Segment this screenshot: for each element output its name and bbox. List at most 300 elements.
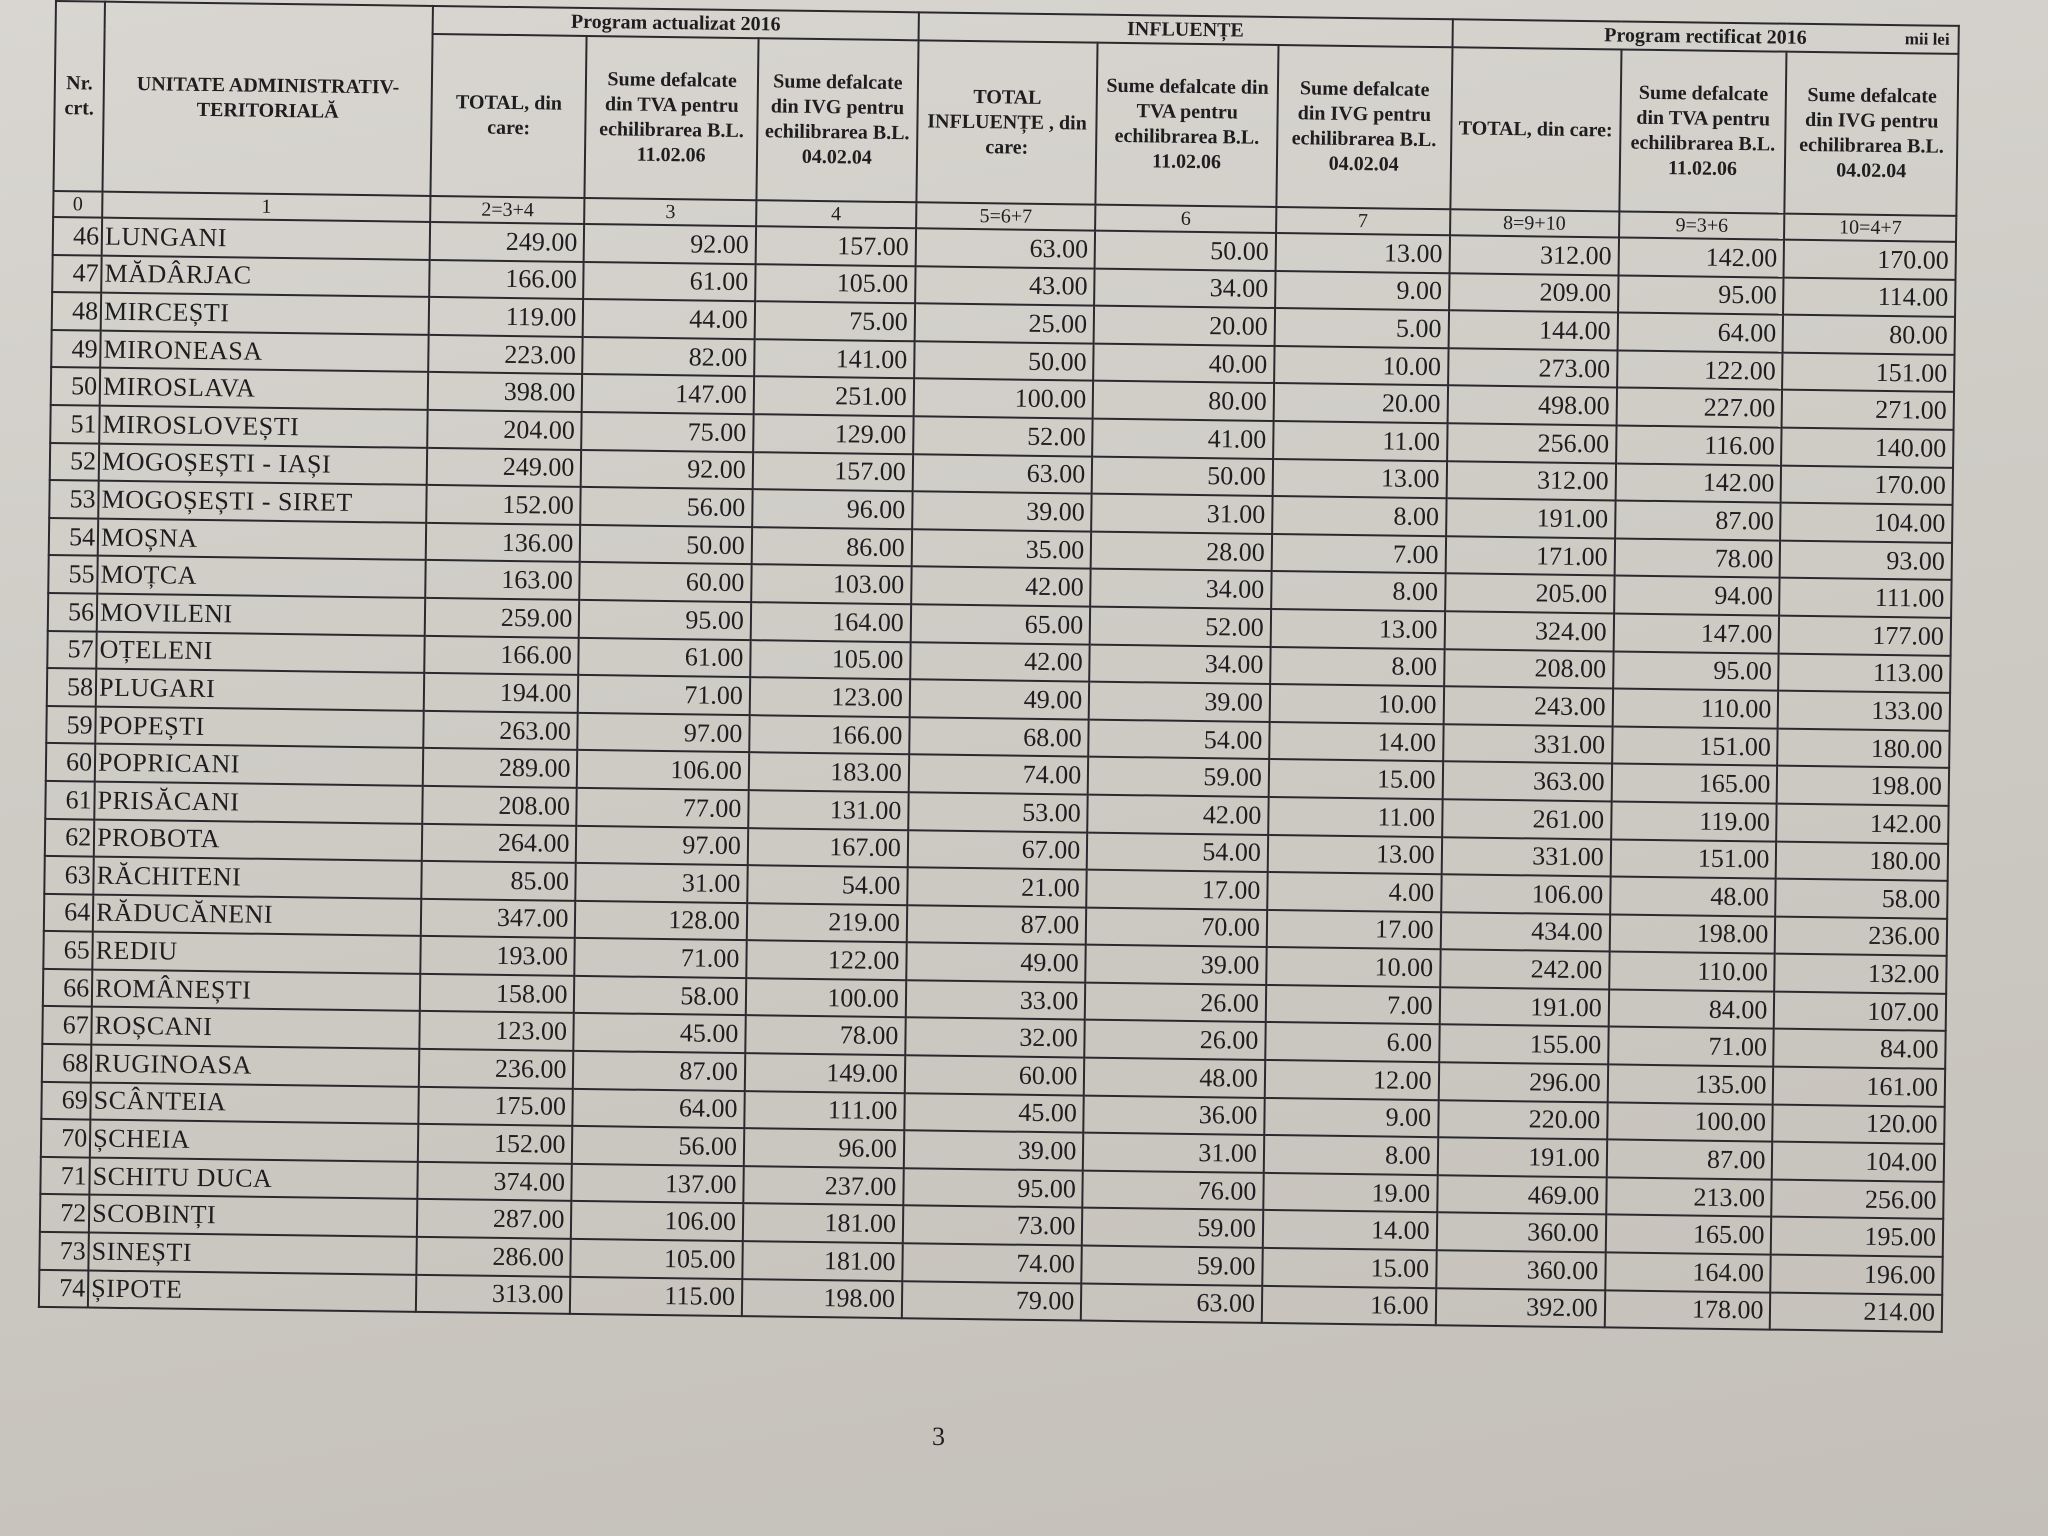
value-cell: 434.00 (1440, 912, 1610, 952)
value-cell: 181.00 (743, 1204, 903, 1244)
value-cell: 191.00 (1437, 1137, 1607, 1177)
value-cell: 79.00 (902, 1281, 1082, 1321)
value-cell: 100.00 (1607, 1102, 1773, 1142)
value-cell: 198.00 (742, 1279, 902, 1319)
uat-name-cell: MĂDÂRJAC (101, 255, 429, 297)
value-cell: 165.00 (1606, 1215, 1772, 1255)
row-number-cell: 47 (52, 255, 102, 293)
value-cell: 75.00 (582, 412, 754, 452)
value-cell: 14.00 (1263, 1210, 1437, 1250)
value-cell: 103.00 (751, 565, 911, 605)
value-cell: 106.00 (571, 1201, 743, 1241)
value-cell: 289.00 (423, 748, 578, 788)
value-cell: 219.00 (747, 903, 907, 943)
uat-name-cell: PRISĂCANI (94, 781, 422, 823)
row-number-cell: 56 (48, 593, 98, 631)
value-cell: 175.00 (418, 1087, 573, 1127)
uat-name-cell: ROMÂNEȘTI (92, 969, 420, 1011)
value-cell: 236.00 (419, 1049, 574, 1089)
value-cell: 80.00 (1783, 315, 1955, 355)
value-cell: 21.00 (907, 867, 1087, 907)
value-cell: 181.00 (742, 1241, 902, 1281)
value-cell: 77.00 (577, 788, 749, 828)
value-cell: 398.00 (428, 372, 583, 412)
value-cell: 10.00 (1266, 947, 1440, 987)
value-cell: 296.00 (1438, 1062, 1608, 1102)
uat-name-cell: SCOBINȚI (89, 1195, 417, 1237)
value-cell: 133.00 (1778, 691, 1950, 731)
header-program-rectificat-label: Program rectificat 2016 (1604, 23, 1807, 49)
value-cell: 49.00 (906, 943, 1086, 983)
header-influente: INFLUENȚE (918, 12, 1452, 47)
value-cell: 45.00 (904, 1093, 1084, 1133)
value-cell: 120.00 (1773, 1104, 1945, 1144)
value-cell: 31.00 (1091, 494, 1272, 534)
value-cell: 163.00 (425, 560, 580, 600)
row-number-cell: 68 (42, 1044, 92, 1082)
value-cell: 392.00 (1435, 1288, 1605, 1328)
uat-name-cell: SCHITU DUCA (90, 1157, 418, 1199)
page-number: 3 (932, 1422, 945, 1451)
value-cell: 251.00 (754, 377, 914, 417)
value-cell: 93.00 (1780, 540, 1952, 580)
value-cell: 131.00 (748, 790, 908, 830)
value-cell: 469.00 (1437, 1175, 1607, 1215)
uat-name-cell: MOGOȘEȘTI - SIRET (98, 481, 426, 523)
value-cell: 111.00 (1780, 578, 1952, 618)
value-cell: 84.00 (1774, 1029, 1946, 1069)
value-cell: 105.00 (755, 264, 915, 304)
value-cell: 53.00 (908, 792, 1088, 832)
value-cell: 223.00 (428, 335, 583, 375)
value-cell: 135.00 (1607, 1064, 1773, 1104)
value-cell: 59.00 (1082, 1208, 1263, 1248)
value-cell: 4.00 (1267, 872, 1441, 912)
header-total-influente: TOTAL INFLUENȚE , din care: (916, 40, 1098, 204)
value-cell: 128.00 (575, 901, 747, 941)
row-number-cell: 55 (48, 555, 98, 593)
row-number-cell: 65 (43, 931, 93, 969)
header-total: TOTAL, din care: (431, 34, 587, 198)
value-cell: 110.00 (1609, 952, 1775, 992)
value-cell: 34.00 (1094, 268, 1275, 308)
column-index-cell: 7 (1276, 207, 1450, 235)
value-cell: 17.00 (1267, 910, 1441, 950)
uat-name-cell: MIROSLOVEȘTI (99, 406, 427, 448)
value-cell: 208.00 (422, 786, 577, 826)
value-cell: 10.00 (1274, 346, 1448, 386)
value-cell: 140.00 (1782, 428, 1954, 468)
value-cell: 193.00 (420, 936, 575, 976)
value-cell: 26.00 (1085, 1020, 1266, 1060)
uat-name-cell: PLUGARI (96, 669, 424, 711)
uat-name-cell: ȘCHEIA (90, 1120, 418, 1162)
value-cell: 9.00 (1275, 271, 1449, 311)
column-index-cell: 8=9+10 (1450, 209, 1619, 237)
value-cell: 9.00 (1264, 1098, 1438, 1138)
column-index-cell: 0 (53, 191, 102, 218)
value-cell: 68.00 (909, 717, 1089, 757)
row-number-cell: 64 (44, 894, 94, 932)
uat-name-cell: RĂCHITENI (93, 857, 421, 899)
value-cell: 71.00 (575, 938, 747, 978)
value-cell: 54.00 (747, 865, 907, 905)
value-cell: 12.00 (1265, 1060, 1439, 1100)
value-cell: 374.00 (417, 1162, 572, 1202)
value-cell: 177.00 (1779, 616, 1951, 656)
value-cell: 49.00 (910, 679, 1090, 719)
value-cell: 16.00 (1262, 1286, 1436, 1326)
value-cell: 14.00 (1269, 722, 1443, 762)
value-cell: 180.00 (1776, 841, 1948, 881)
value-cell: 50.00 (1095, 231, 1276, 271)
value-cell: 64.00 (1617, 313, 1783, 353)
value-cell: 111.00 (744, 1091, 904, 1131)
row-number-cell: 49 (51, 330, 101, 368)
value-cell: 205.00 (1445, 574, 1615, 614)
value-cell: 161.00 (1773, 1067, 1945, 1107)
column-index-cell: 9=3+6 (1619, 211, 1785, 239)
uat-name-cell: SCÂNTEIA (90, 1082, 418, 1124)
value-cell: 116.00 (1616, 425, 1782, 465)
value-cell: 180.00 (1778, 728, 1950, 768)
value-cell: 114.00 (1784, 277, 1956, 317)
value-cell: 110.00 (1612, 689, 1778, 729)
value-cell: 82.00 (583, 337, 755, 377)
value-cell: 152.00 (418, 1124, 573, 1164)
row-number-cell: 50 (51, 367, 101, 405)
row-number-cell: 53 (49, 480, 99, 518)
value-cell: 142.00 (1615, 463, 1781, 503)
column-index-cell: 5=6+7 (916, 202, 1096, 230)
value-cell: 26.00 (1085, 982, 1266, 1022)
value-cell: 122.00 (746, 940, 906, 980)
value-cell: 167.00 (748, 828, 908, 868)
header-uat: UNITATE ADMINISTRATIV-TERITORIALĂ (103, 2, 433, 196)
row-number-cell: 69 (41, 1082, 91, 1120)
row-number-cell: 51 (50, 405, 100, 443)
value-cell: 136.00 (426, 523, 581, 563)
value-cell: 261.00 (1442, 799, 1612, 839)
uat-name-cell: OȚELENI (96, 631, 424, 673)
value-cell: 60.00 (905, 1055, 1085, 1095)
value-cell: 39.00 (1086, 945, 1267, 985)
value-cell: 15.00 (1269, 759, 1443, 799)
row-number-cell: 74 (39, 1270, 89, 1308)
value-cell: 39.00 (904, 1130, 1084, 1170)
value-cell: 331.00 (1443, 724, 1613, 764)
row-number-cell: 59 (46, 706, 96, 744)
value-cell: 209.00 (1449, 273, 1619, 313)
value-cell: 208.00 (1444, 649, 1614, 689)
value-cell: 20.00 (1094, 306, 1275, 346)
value-cell: 11.00 (1273, 421, 1447, 461)
value-cell: 85.00 (421, 861, 576, 901)
value-cell: 170.00 (1784, 240, 1956, 280)
value-cell: 196.00 (1771, 1255, 1943, 1295)
value-cell: 5.00 (1274, 308, 1448, 348)
value-cell: 152.00 (426, 485, 581, 525)
row-number-cell: 60 (46, 743, 96, 781)
column-index-cell: 3 (585, 198, 757, 226)
value-cell: 147.00 (1613, 613, 1779, 653)
value-cell: 92.00 (581, 449, 753, 489)
value-cell: 106.00 (1441, 874, 1611, 914)
uat-name-cell: REDIU (92, 932, 420, 974)
value-cell: 71.00 (578, 675, 750, 715)
value-cell: 220.00 (1438, 1100, 1608, 1140)
value-cell: 74.00 (909, 755, 1089, 795)
value-cell: 58.00 (1776, 879, 1948, 919)
value-cell: 106.00 (577, 750, 749, 790)
value-cell: 50.00 (914, 341, 1094, 381)
value-cell: 40.00 (1093, 343, 1274, 383)
value-cell: 54.00 (1087, 832, 1268, 872)
value-cell: 13.00 (1271, 609, 1445, 649)
value-cell: 78.00 (1614, 538, 1780, 578)
value-cell: 107.00 (1774, 991, 1946, 1031)
value-cell: 157.00 (753, 452, 913, 492)
value-cell: 144.00 (1448, 310, 1618, 350)
value-cell: 8.00 (1272, 496, 1446, 536)
value-cell: 312.00 (1446, 461, 1616, 501)
value-cell: 287.00 (417, 1199, 572, 1239)
value-cell: 170.00 (1781, 465, 1953, 505)
table-wrapper (38, 0, 1960, 1333)
row-number-cell: 73 (39, 1232, 89, 1270)
row-number-cell: 66 (43, 969, 93, 1007)
value-cell: 166.00 (749, 715, 909, 755)
value-cell: 271.00 (1782, 390, 1954, 430)
row-number-cell: 58 (47, 668, 97, 706)
value-cell: 58.00 (574, 976, 746, 1016)
uat-name-cell: MIRONEASA (100, 330, 428, 372)
value-cell: 43.00 (915, 266, 1095, 306)
value-cell: 191.00 (1439, 987, 1609, 1027)
value-cell: 237.00 (743, 1166, 903, 1206)
uat-name-cell: MIRCEȘTI (101, 293, 429, 335)
value-cell: 129.00 (753, 414, 913, 454)
value-cell: 105.00 (750, 640, 910, 680)
value-cell: 11.00 (1268, 797, 1442, 837)
header-program-actualizat: Program actualizat 2016 (433, 6, 919, 40)
row-number-cell: 63 (44, 856, 94, 894)
value-cell: 123.00 (750, 677, 910, 717)
column-index-cell: 2=3+4 (430, 196, 585, 224)
uat-name-cell: SINEȘTI (89, 1233, 417, 1275)
column-index-cell: 10=4+7 (1784, 214, 1956, 242)
value-cell: 56.00 (572, 1126, 744, 1166)
value-cell: 151.00 (1783, 352, 1955, 392)
row-number-cell: 72 (40, 1194, 90, 1232)
value-cell: 95.00 (903, 1168, 1083, 1208)
header-tva-rectificat: Sume defalcate din TVA pentru echilibrarea B.L. 11.02.06 (1619, 50, 1787, 214)
value-cell: 32.00 (905, 1018, 1085, 1058)
value-cell: 122.00 (1617, 350, 1783, 390)
value-cell: 113.00 (1779, 653, 1951, 693)
value-cell: 227.00 (1616, 388, 1782, 428)
uat-name-cell: LUNGANI (102, 218, 430, 260)
value-cell: 94.00 (1614, 576, 1780, 616)
value-cell: 96.00 (744, 1128, 904, 1168)
header-total-rectificat: TOTAL, din care: (1450, 47, 1621, 211)
row-number-cell: 52 (50, 443, 100, 481)
row-number-cell: 71 (40, 1157, 90, 1195)
value-cell: 183.00 (749, 752, 909, 792)
value-cell: 48.00 (1610, 877, 1776, 917)
value-cell: 286.00 (417, 1237, 572, 1277)
value-cell: 87.00 (1606, 1140, 1772, 1180)
value-cell: 70.00 (1086, 907, 1267, 947)
value-cell: 15.00 (1262, 1248, 1436, 1288)
value-cell: 104.00 (1772, 1142, 1944, 1182)
row-number-cell: 67 (42, 1006, 92, 1044)
value-cell: 42.00 (1088, 794, 1269, 834)
value-cell: 198.00 (1609, 914, 1775, 954)
value-cell: 363.00 (1442, 762, 1612, 802)
value-cell: 95.00 (579, 600, 751, 640)
value-cell: 80.00 (1093, 381, 1274, 421)
value-cell: 249.00 (430, 222, 585, 262)
value-cell: 7.00 (1272, 534, 1446, 574)
value-cell: 166.00 (429, 260, 584, 300)
value-cell: 119.00 (1611, 801, 1777, 841)
value-cell: 96.00 (752, 489, 912, 529)
value-cell: 213.00 (1606, 1177, 1772, 1217)
value-cell: 166.00 (424, 635, 579, 675)
value-cell: 56.00 (581, 487, 753, 527)
column-index-cell: 1 (102, 192, 430, 222)
value-cell: 119.00 (429, 297, 584, 337)
value-cell: 61.00 (584, 262, 756, 302)
column-index-cell: 4 (756, 200, 916, 228)
value-cell: 194.00 (424, 673, 579, 713)
value-cell: 73.00 (903, 1206, 1083, 1246)
header-ivg-rectificat: Sume defalcate din IVG pentru echilibrarea B.L. 04.02.04 (1785, 52, 1959, 216)
header-nr-crt: Nr. crt. (53, 1, 105, 192)
unit-note: mii lei (1904, 29, 1950, 49)
value-cell: 76.00 (1083, 1170, 1264, 1210)
value-cell: 214.00 (1770, 1292, 1942, 1332)
value-cell: 147.00 (582, 374, 754, 414)
value-cell: 34.00 (1089, 644, 1270, 684)
value-cell: 39.00 (912, 491, 1092, 531)
value-cell: 42.00 (911, 567, 1091, 607)
row-number-cell: 62 (45, 818, 95, 856)
value-cell: 65.00 (911, 604, 1091, 644)
value-cell: 64.00 (573, 1089, 745, 1129)
value-cell: 54.00 (1088, 719, 1269, 759)
value-cell: 331.00 (1441, 837, 1611, 877)
value-cell: 264.00 (422, 823, 577, 863)
uat-name-cell: MOVILENI (97, 594, 425, 636)
value-cell: 78.00 (745, 1016, 905, 1056)
value-cell: 157.00 (755, 226, 915, 266)
value-cell: 198.00 (1777, 766, 1949, 806)
value-cell: 84.00 (1608, 989, 1774, 1029)
value-cell: 87.00 (573, 1051, 745, 1091)
value-cell: 164.00 (1605, 1252, 1771, 1292)
value-cell: 259.00 (425, 598, 580, 638)
value-cell: 61.00 (579, 637, 751, 677)
value-cell: 39.00 (1089, 682, 1270, 722)
value-cell: 31.00 (576, 863, 748, 903)
header-ivg-influente: Sume defalcate din IVG pentru echilibrarea B.L. 04.02.04 (1276, 45, 1452, 209)
row-number-cell: 70 (41, 1119, 91, 1157)
header-ivg: Sume defalcate din IVG pentru echilibrarea B.L. 04.02.04 (756, 38, 918, 202)
value-cell: 105.00 (571, 1239, 743, 1279)
value-cell: 142.00 (1777, 804, 1949, 844)
value-cell: 13.00 (1268, 834, 1442, 874)
value-cell: 67.00 (908, 830, 1088, 870)
value-cell: 33.00 (906, 980, 1086, 1020)
value-cell: 75.00 (754, 301, 914, 341)
value-cell: 48.00 (1084, 1058, 1265, 1098)
value-cell: 60.00 (580, 562, 752, 602)
uat-name-cell: MIROSLAVA (100, 368, 428, 410)
value-cell: 95.00 (1618, 275, 1784, 315)
column-index-cell: 6 (1095, 205, 1276, 233)
value-cell: 36.00 (1084, 1095, 1265, 1135)
value-cell: 360.00 (1436, 1213, 1606, 1253)
value-cell: 17.00 (1087, 870, 1268, 910)
value-cell: 63.00 (915, 228, 1095, 268)
value-cell: 165.00 (1611, 764, 1777, 804)
uat-name-cell: PROBOTA (94, 819, 422, 861)
uat-name-cell: MOȚCA (97, 556, 425, 598)
value-cell: 8.00 (1271, 571, 1445, 611)
value-cell: 151.00 (1612, 726, 1778, 766)
uat-name-cell: POPEȘTI (95, 706, 423, 748)
value-cell: 50.00 (580, 525, 752, 565)
uat-name-cell: MOGOȘEȘTI - IAȘI (99, 443, 427, 485)
value-cell: 142.00 (1618, 237, 1784, 277)
value-cell: 74.00 (902, 1243, 1082, 1283)
value-cell: 92.00 (584, 224, 756, 264)
value-cell: 242.00 (1440, 949, 1610, 989)
uat-name-cell: RUGINOASA (91, 1045, 419, 1087)
value-cell: 95.00 (1613, 651, 1779, 691)
value-cell: 44.00 (583, 299, 755, 339)
row-number-cell: 48 (52, 292, 102, 330)
value-cell: 151.00 (1610, 839, 1776, 879)
value-cell: 313.00 (416, 1274, 571, 1314)
value-cell: 31.00 (1083, 1133, 1264, 1173)
value-cell: 10.00 (1270, 684, 1444, 724)
value-cell: 158.00 (420, 974, 575, 1014)
header-tva: Sume defalcate din TVA pentru echilibrarea B.L. 11.02.06 (585, 36, 759, 200)
value-cell: 273.00 (1448, 348, 1618, 388)
value-cell: 171.00 (1445, 536, 1615, 576)
row-number-cell: 61 (45, 781, 95, 819)
value-cell: 195.00 (1771, 1217, 1943, 1257)
table-body (39, 217, 1956, 1332)
value-cell: 178.00 (1605, 1290, 1771, 1330)
value-cell: 20.00 (1273, 383, 1447, 423)
value-cell: 34.00 (1090, 569, 1271, 609)
value-cell: 87.00 (907, 905, 1087, 945)
value-cell: 7.00 (1266, 985, 1440, 1025)
value-cell: 59.00 (1082, 1246, 1263, 1286)
value-cell: 155.00 (1439, 1025, 1609, 1065)
value-cell: 87.00 (1615, 501, 1781, 541)
value-cell: 360.00 (1436, 1250, 1606, 1290)
value-cell: 63.00 (1081, 1283, 1262, 1323)
value-cell: 123.00 (419, 1011, 574, 1051)
uat-name-cell: ȘIPOTE (88, 1270, 416, 1312)
value-cell: 71.00 (1608, 1027, 1774, 1067)
value-cell: 236.00 (1775, 916, 1947, 956)
